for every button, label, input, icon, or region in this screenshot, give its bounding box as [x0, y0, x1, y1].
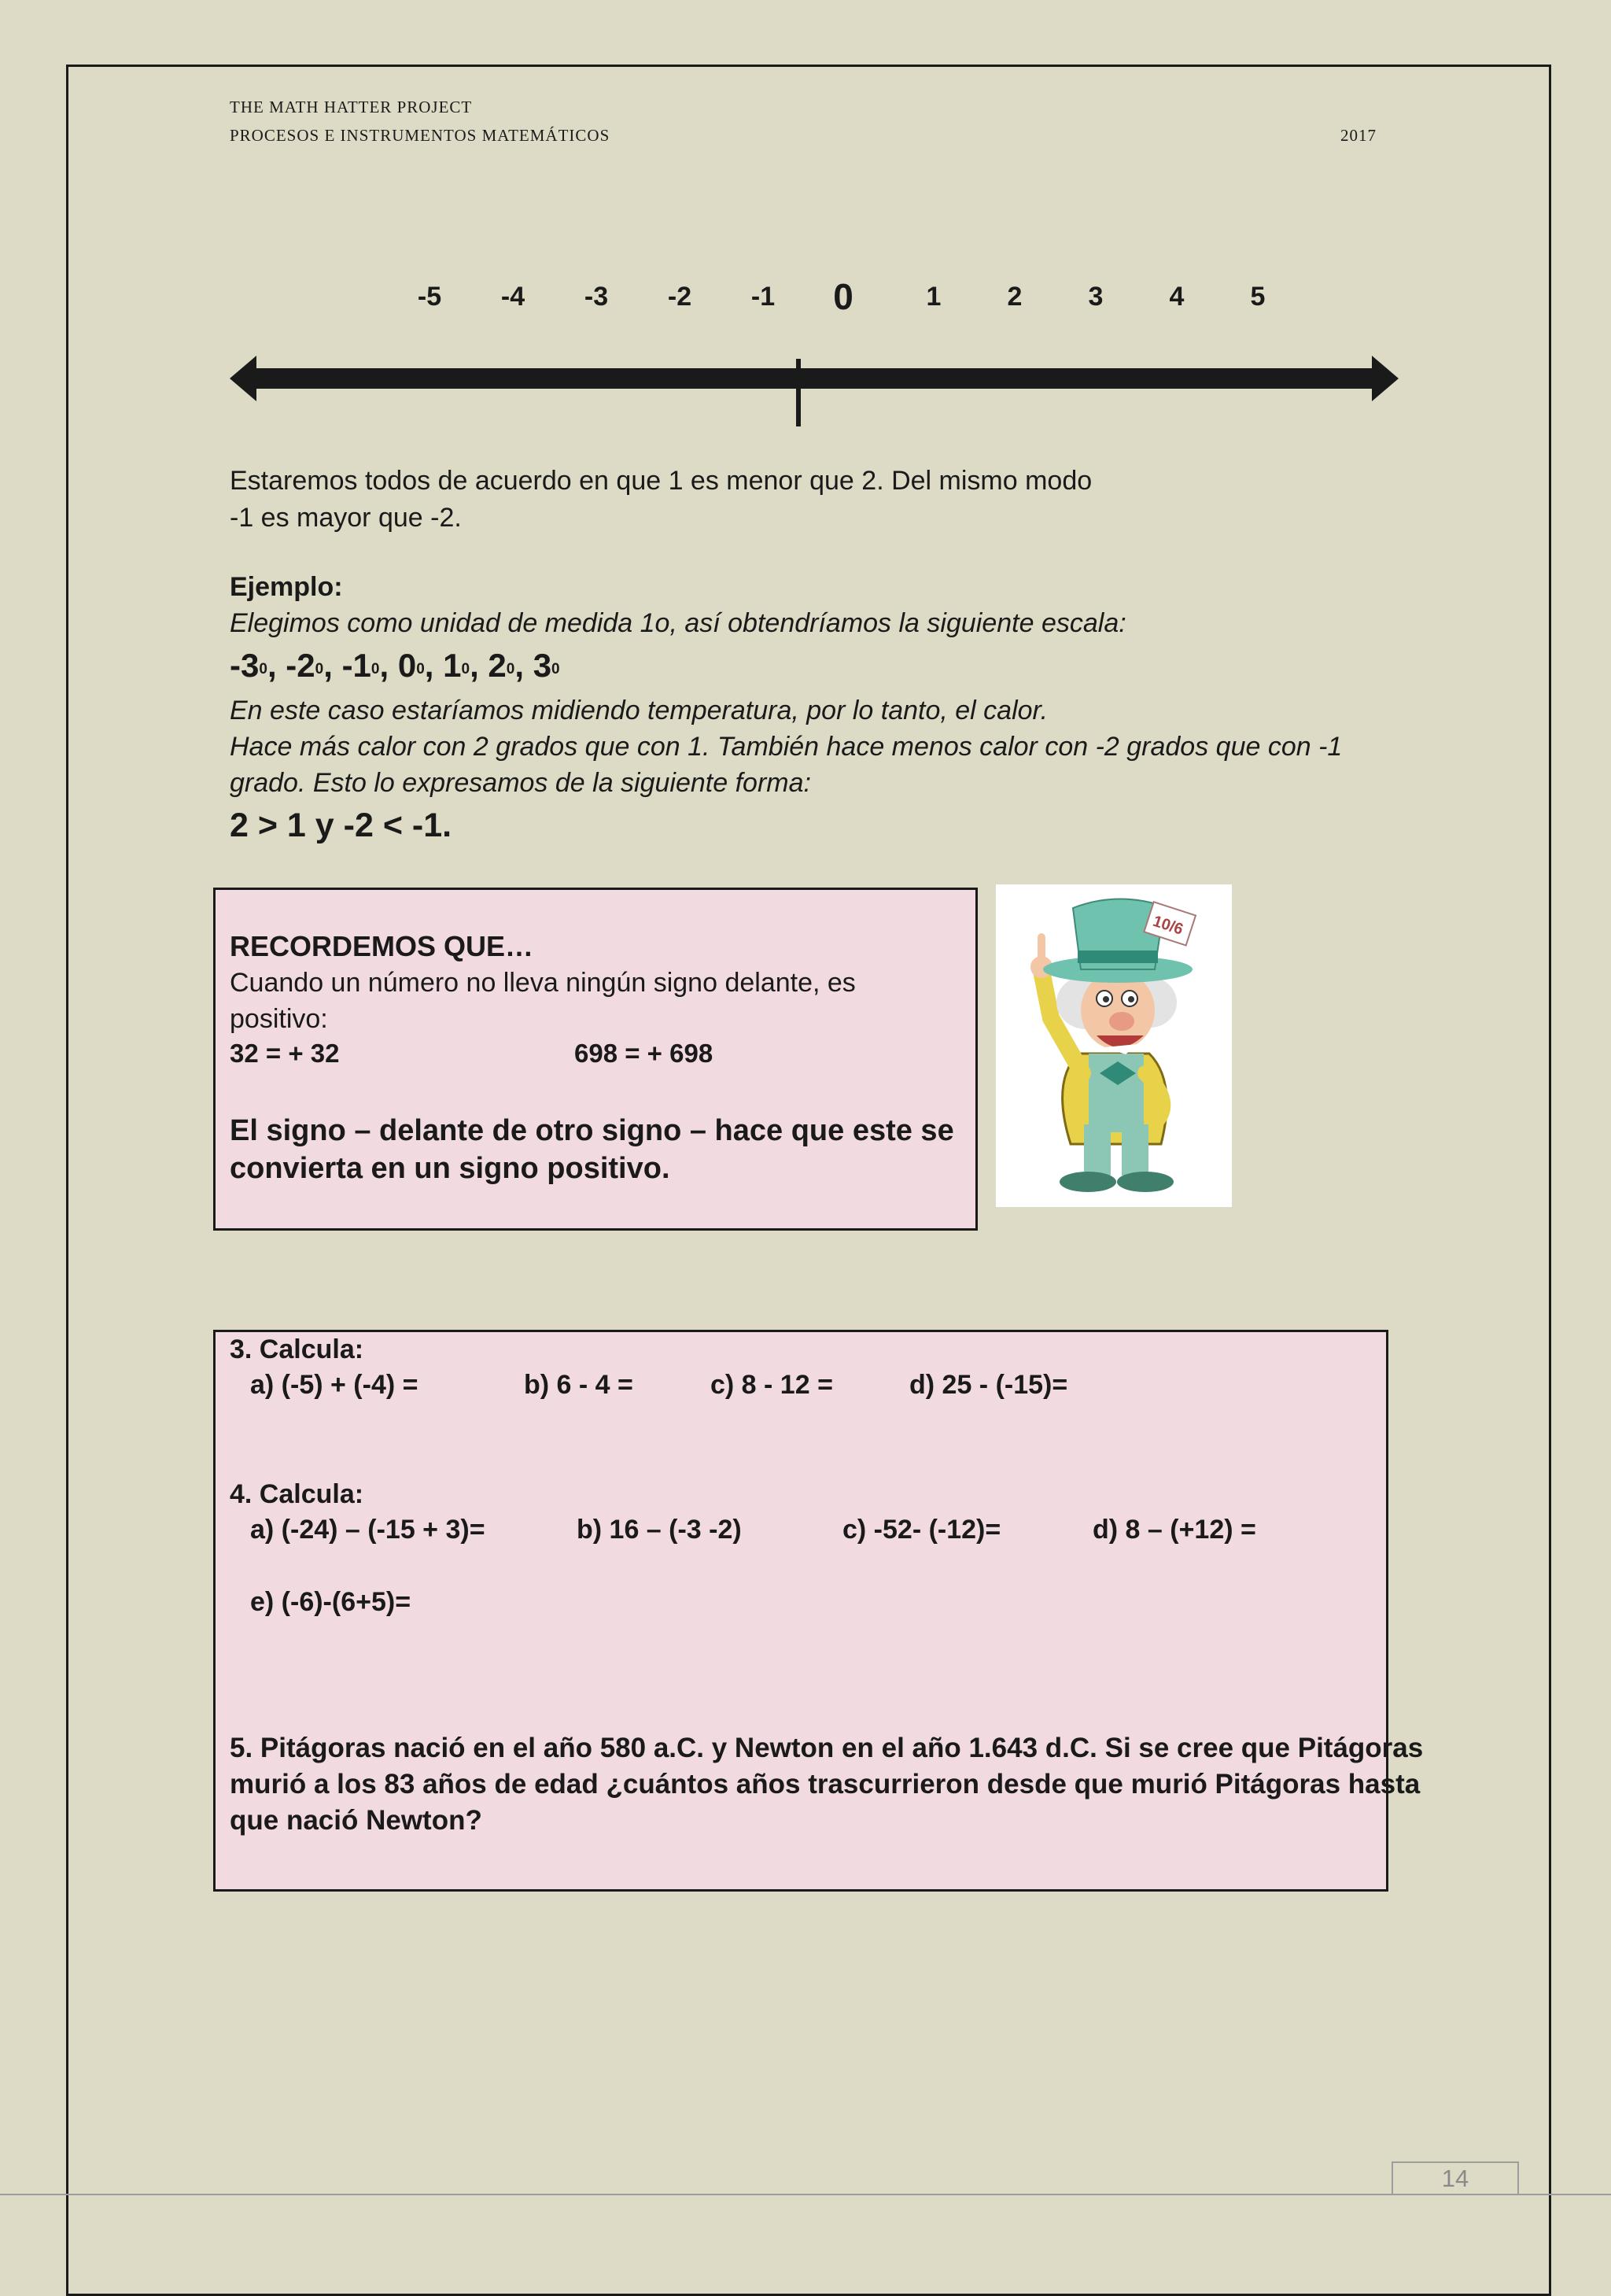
header-subtitle: PROCESOS E INSTRUMENTOS MATEMÁTICOS: [230, 126, 610, 145]
mad-hatter-illustration: [996, 884, 1232, 1207]
left-arrow-icon: [230, 356, 256, 401]
scale-degree-mark: 0: [259, 661, 267, 678]
reminder-example-2: 698 = + 698: [574, 1039, 713, 1068]
scale-degree-mark: 0: [461, 661, 470, 678]
number-line-label: 2: [1007, 282, 1023, 312]
temperature-scale: [230, 647, 560, 685]
exercise-3-item: d) 25 - (-15)=: [909, 1370, 1068, 1400]
scale-degree-mark: 0: [370, 661, 380, 678]
scale-value: -3: [230, 647, 260, 684]
scale-value: 2: [488, 647, 507, 684]
exercise-3-item: a) (-5) + (-4) =: [250, 1370, 418, 1400]
example-line-2: En este caso estaríamos midiendo temperatura, por lo tanto, el calor.: [230, 696, 1049, 725]
reminder-rule-line-1: El signo – delante de otro signo – hace que este se: [230, 1114, 954, 1147]
example-heading: Ejemplo:: [230, 572, 343, 602]
scale-separator: ,: [470, 647, 488, 684]
exercise-4-item: d) 8 – (+12) =: [1093, 1515, 1256, 1545]
exercise-3-title: 3. Calcula:: [230, 1334, 364, 1364]
header-year: 2017: [1340, 126, 1377, 145]
exercise-4-item: e) (-6)-(6+5)=: [250, 1587, 411, 1617]
scale-separator: ,: [514, 647, 533, 684]
reminder-line-2: positivo:: [230, 1004, 328, 1034]
number-line-label: -1: [750, 282, 776, 312]
number-line-label: -4: [500, 282, 525, 312]
scale-separator: ,: [267, 647, 286, 684]
exercise-5-line-2: murió a los 83 años de edad ¿cuántos años trascurrieron desde que murió Pitágoras hasta: [230, 1769, 1421, 1800]
reminder-title: RECORDEMOS QUE…: [230, 930, 534, 962]
number-line-label: 1: [926, 282, 942, 312]
reminder-rule-line-2: convierta en un signo positivo.: [230, 1152, 670, 1185]
scale-degree-mark: 0: [506, 661, 515, 678]
scale-degree-mark: 0: [416, 661, 425, 678]
exercise-3-item: c) 8 - 12 =: [710, 1370, 833, 1400]
scale-value: 3: [533, 647, 552, 684]
scale-degree-mark: 0: [551, 661, 560, 678]
scale-separator: ,: [379, 647, 398, 684]
example-conclusion: 2 > 1 y -2 < -1.: [230, 807, 452, 844]
number-line-label: -5: [417, 282, 442, 312]
exercise-4-item: c) -52- (-12)=: [842, 1515, 1001, 1545]
exercise-4-item: b) 16 – (-3 -2): [577, 1515, 742, 1545]
exercise-3-item: b) 6 - 4 =: [524, 1370, 633, 1400]
exercise-5-line-1: 5. Pitágoras nació en el año 580 a.C. y Newton en el año 1.643 d.C. Si se cree que Pitágoras: [230, 1733, 1424, 1763]
footer-line: [0, 2194, 1611, 2195]
scale-value: 0: [397, 647, 417, 684]
number-line-label: -3: [584, 282, 609, 312]
number-line: [228, 346, 1400, 433]
number-line-bar: [252, 368, 1377, 389]
reminder-line-1: Cuando un número no lleva ningún signo delante, es: [230, 968, 856, 998]
right-arrow-icon: [1372, 356, 1399, 401]
scale-value: -2: [286, 647, 315, 684]
scale-separator: ,: [323, 647, 342, 684]
exercise-4-item: a) (-24) – (-15 + 3)=: [250, 1515, 485, 1545]
number-line-label: 3: [1088, 282, 1104, 312]
exercise-5-line-3: que nació Newton?: [230, 1805, 482, 1836]
zero-tick: [796, 359, 801, 426]
scale-degree-mark: 0: [315, 661, 324, 678]
example-line-1: Elegimos como unidad de medida 1o, así obtendríamos la siguiente escala:: [230, 608, 1126, 638]
svg-text:10/6: 10/6: [1150, 912, 1185, 939]
reminder-example-1: 32 = + 32: [230, 1039, 340, 1068]
example-line-3: Hace más calor con 2 grados que con 1. También hace menos calor con -2 grados que con -1: [230, 732, 1343, 762]
intro-line-2: -1 es mayor que -2.: [230, 503, 462, 533]
number-line-label: 4: [1169, 282, 1185, 312]
exercise-4-title: 4. Calcula:: [230, 1479, 364, 1509]
intro-line-1: Estaremos todos de acuerdo en que 1 es menor que 2. Del mismo modo: [230, 466, 1093, 496]
number-line-label: -2: [667, 282, 692, 312]
scale-value: 1: [443, 647, 462, 684]
scale-value: -1: [341, 647, 371, 684]
header-project: THE MATH HATTER PROJECT: [230, 98, 473, 116]
number-line-label: 5: [1250, 282, 1266, 312]
scale-separator: ,: [424, 647, 444, 684]
example-line-4: grado. Esto lo expresamos de la siguiente forma:: [230, 768, 811, 798]
number-line-zero-label: 0: [833, 276, 853, 317]
page-number: 14: [1441, 2165, 1469, 2192]
